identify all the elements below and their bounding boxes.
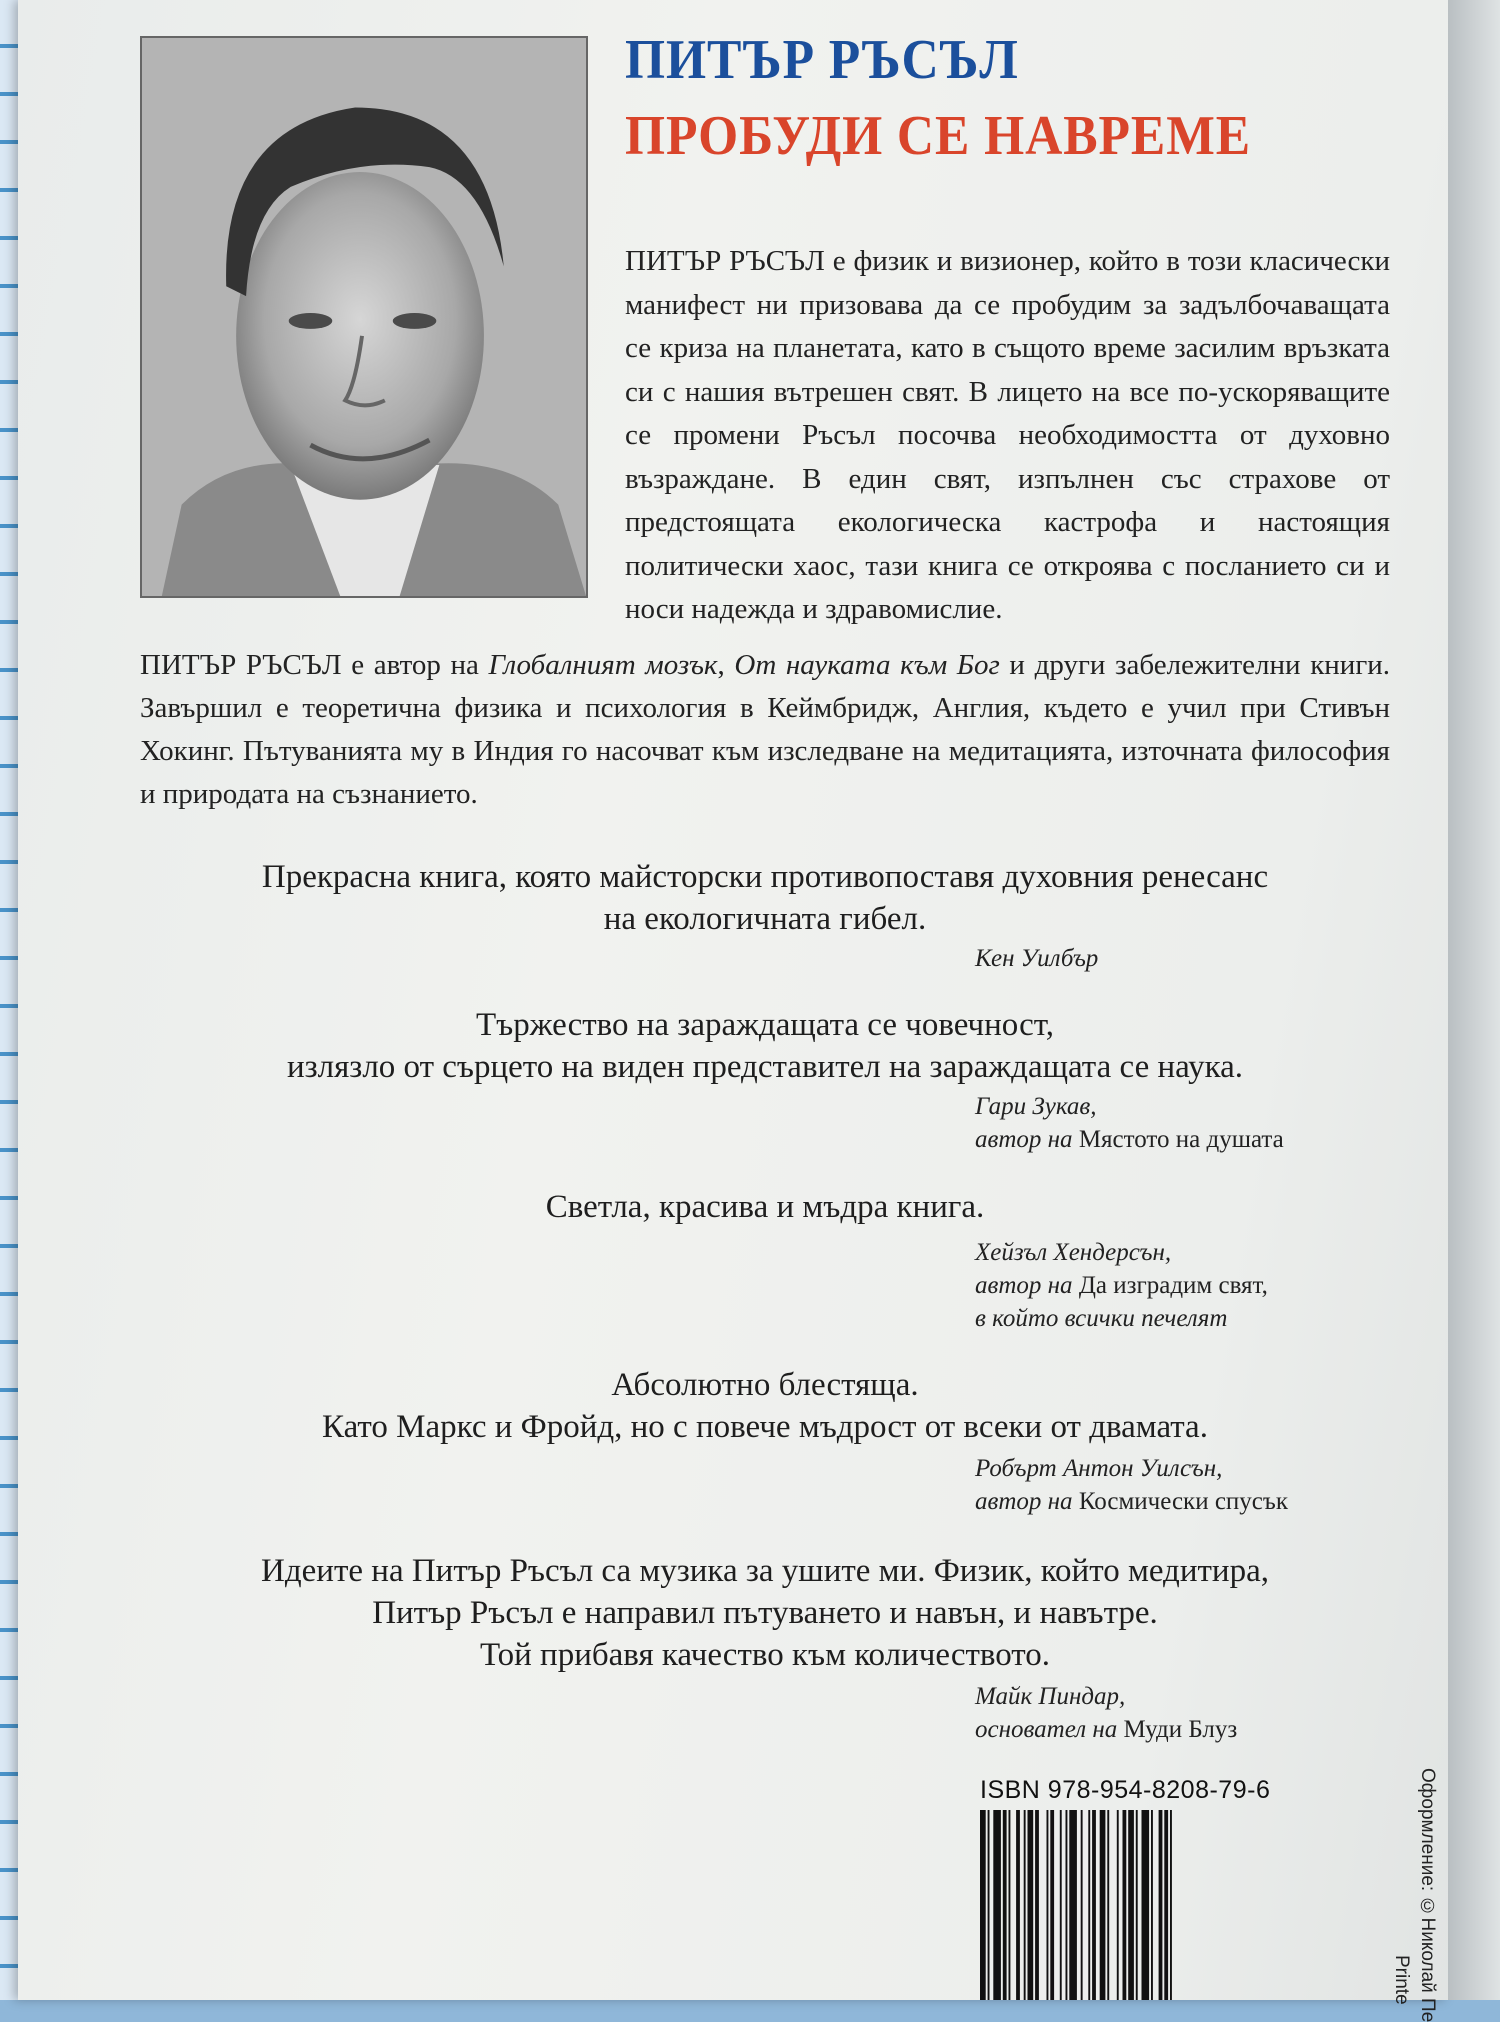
quote-1 <box>140 856 1390 940</box>
role-book: Космически спусък <box>1078 1488 1288 1515</box>
quote-5-attribution <box>975 1680 1395 1746</box>
author-name-heading: ПИТЪР РЪСЪЛ <box>625 29 1019 91</box>
quote-role <box>975 1269 1395 1302</box>
quote-author: Майк Пиндар, <box>975 1683 1126 1710</box>
role-book: Да изградим свят, <box>1078 1272 1268 1299</box>
role-prefix: автор на <box>975 1488 1079 1515</box>
role-book: Мястото на душата <box>1078 1126 1284 1153</box>
quote-author: Гари Зукав, <box>975 1093 1097 1120</box>
quote-line: Прекрасна книга, която майсторски противопоставя духовния ренесанс <box>261 859 1269 895</box>
quote-line: Като Маркс и Фройд, но с повече мъдрост от всеки от двамата. <box>322 1409 1208 1445</box>
role-prefix: основател на <box>975 1716 1124 1743</box>
role-book: Муди Блуз <box>1123 1716 1238 1743</box>
quote-role <box>975 1123 1395 1156</box>
quote-1-attribution <box>975 942 1395 975</box>
quote-author: Хейзъл Хендерсън, <box>975 1239 1172 1266</box>
quote-4-attribution <box>975 1452 1395 1518</box>
quote-line: на екологичната гибел. <box>603 901 927 937</box>
barcode-bar <box>1060 1810 1062 2000</box>
quote-line: Абсолютно блестяща. <box>611 1367 919 1403</box>
author-bio <box>140 644 1390 816</box>
role-extra: в който всички печелят <box>975 1305 1228 1332</box>
barcode-bar <box>1050 1810 1054 2000</box>
quote-line: Светла, красива и мъдра книга. <box>545 1189 985 1225</box>
role-prefix: автор на <box>975 1272 1079 1299</box>
barcode-bar <box>1081 1810 1083 2000</box>
barcode-bar <box>1088 1810 1090 2000</box>
barcode-bar <box>1024 1810 1026 2000</box>
bio-text-1: ПИТЪР РЪСЪЛ е автор на <box>140 649 489 681</box>
barcode-bar <box>1047 1810 1049 2000</box>
bio-separator: , <box>717 649 735 681</box>
barcode-bar <box>1107 1810 1109 2000</box>
barcode-bar <box>1117 1810 1119 2000</box>
barcode-bar <box>1100 1810 1106 2000</box>
barcode-bar <box>1123 1810 1127 2000</box>
barcode-bar <box>1136 1810 1138 2000</box>
quote-3-attribution <box>975 1236 1395 1335</box>
barcode-bar <box>1092 1810 1096 2000</box>
quote-role <box>975 1713 1395 1746</box>
barcode-bar <box>1142 1810 1150 2000</box>
barcode-bar <box>988 1810 990 2000</box>
intro-paragraph: ПИТЪР РЪСЪЛ е физик и визионер, който в този класически манифест ни призовава да се пробудим за задълбочаващата се криза на планетата, като в същото време засилим връзката си с нашия вътрешен свят. В лицето на все по-ускоряващите се промени Ръсъл посочва необходимостта от духовно възраждане. В един свят, изпълнен със страхове от предстоящата екологическа кастрофа и настоящия политически хаос, тази книга се откроява с посланието си и носи надежда и здравомислие. <box>625 245 1390 625</box>
quote-line: Той прибавя качество към количеството. <box>479 1637 1051 1673</box>
book-title-heading: ПРОБУДИ СЕ НАВРЕМЕ <box>625 105 1252 167</box>
quote-line: Питър Ръсъл е направил пътуването и навън, и навътре. <box>372 1595 1158 1631</box>
barcode-bar <box>1028 1810 1034 2000</box>
quote-role <box>975 1485 1395 1518</box>
barcode-bar <box>1066 1810 1068 2000</box>
author-photo <box>140 36 588 598</box>
design-credit: Оформление: ©Николай Пе <box>1417 1768 1438 2022</box>
barcode-bar <box>980 1810 986 2000</box>
bio-text-2: и други забележителни книги. Завършил е теоретична физика и психология в Кеймбридж, Англия, където е учил при Стивън Хокинг. Пътуванията му в Индия го насочват към изследване на медитацията, източната философия и природата на съзнанието. <box>140 649 1390 810</box>
quote-5 <box>140 1550 1390 1676</box>
barcode <box>978 1810 1278 2000</box>
barcode-bar <box>1069 1810 1077 2000</box>
book-spine <box>1448 0 1500 2000</box>
quote-2-attribution <box>975 1090 1395 1156</box>
barcode-bar <box>1009 1810 1011 2000</box>
quote-line: излязло от сърцето на виден представител на зараждащата се наука. <box>286 1049 1244 1085</box>
barcode-bar <box>1035 1810 1039 2000</box>
barcode-bar <box>1151 1810 1153 2000</box>
barcode-bar <box>1128 1810 1134 2000</box>
bio-book-2: От науката към Бог <box>734 649 1000 681</box>
barcode-bar <box>993 1810 1001 2000</box>
barcode-bar <box>1164 1810 1168 2000</box>
quote-line: Тържество на зараждащата се човечност, <box>476 1007 1054 1043</box>
quote-author: Кен Уилбър <box>975 945 1099 972</box>
printed-note: Printe <box>1391 1955 1412 2005</box>
barcode-bar <box>1159 1810 1163 2000</box>
role-prefix: автор на <box>975 1126 1079 1153</box>
quote-line: Идеите на Питър Ръсъл са музика за ушите ми. Физик, който медитира, <box>261 1553 1269 1589</box>
quote-4 <box>140 1364 1390 1448</box>
bio-book-1: Глобалният мозък <box>488 649 718 681</box>
quote-2 <box>140 1004 1390 1088</box>
barcode-bar <box>1003 1810 1007 2000</box>
barcode-bar <box>1170 1810 1172 2000</box>
quote-author: Робърт Антон Уилсън, <box>975 1455 1223 1482</box>
quote-3 <box>140 1186 1390 1228</box>
isbn-label: ISBN 978-954-8208-79-6 <box>980 1776 1271 1804</box>
barcode-bar <box>1016 1810 1020 2000</box>
